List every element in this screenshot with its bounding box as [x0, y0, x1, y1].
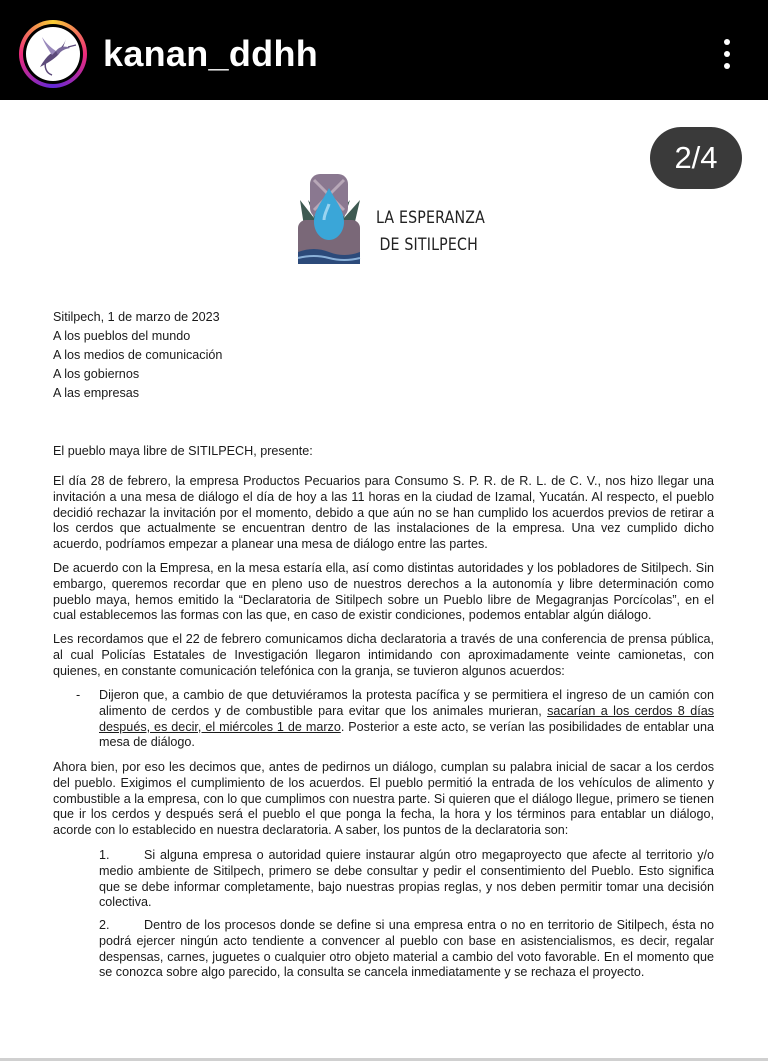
addressee-line: A los gobiernos [53, 367, 140, 381]
vertical-dots-icon[interactable] [718, 36, 736, 72]
hummingbird-icon [26, 27, 80, 81]
underlined-text: sacarían a los cerdos 8 días después, es decir, el miércoles 1 de marzo [99, 703, 714, 734]
logo-line: LA ESPERANZA [376, 208, 486, 227]
esperanza-logo [284, 170, 374, 274]
addressee-line: A las empresas [53, 386, 140, 400]
username[interactable]: kanan_ddhh [103, 33, 319, 74]
greeting: El pueblo maya libre de SITILPECH, presente: [53, 444, 313, 458]
addressees [53, 308, 714, 403]
top-bar [0, 0, 768, 100]
bullet-dash: - [76, 688, 81, 702]
addressee-line: A los pueblos del mundo [53, 329, 191, 343]
numbered-item: 2. Dentro de los procesos donde se define si una empresa entra o no en territorio de Sitilpech, ésta no podrá ejercer ningún acto tendiente a convencer al pueblo con base en asistencialismos, es decir, regalar despensas, carnes, juguetes o cualquier otro objeto material a cambio del voto favorable. En el momento que se conozca sobre algo parecido, la consulta se cancela inmediatamente y se rechaza el proyecto. [99, 918, 714, 980]
paragraph: De acuerdo con la Empresa, en la mesa estaría ella, así como distintas autoridades y los pobladores de Sitilpech. Sin embargo, queremos recordar que en pleno uso de nuestros derechos a la autonomía y libre determinación como pueblo maya, hemos emitido la “Declaratoria de Sitilpech sobre un Pueblo libre de Megagranjas Porcícolas”, en el cual establecemos las formas con las que, en caso de existir condiciones, podemos entablar algún diálogo. [53, 561, 714, 623]
item-number: 2. [99, 918, 110, 932]
page-counter: 2/4 [650, 127, 742, 189]
item-number: 1. [99, 848, 110, 862]
paragraph: Les recordamos que el 22 de febrero comunicamos dicha declaratoria a través de una conferencia de prensa pública, al cual Policías Estatales de Investigación llegaron intimidando con aproximadamente veinte camionetas, con quienes, en constante comunicación telefónica con la granja, se tuvieron algunos acuerdos: [53, 632, 714, 678]
bullet-item: Dijeron que, a cambio de que detuviéramos la protesta pacífica y se permitiera el ingreso de un camión con alimento de cerdos y de combustible para evitar que los animales murieran, sacarían a los cerdos 8 días después, es decir, el miércoles 1 de marzo. Posterior a este acto, se verían las posibilidades de entablar una mesa de diálogo. [99, 688, 714, 750]
addressee-line: A los medios de comunicación [53, 348, 223, 362]
date-line: Sitilpech, 1 de marzo de 2023 [53, 310, 220, 324]
paragraph: El día 28 de febrero, la empresa Productos Pecuarios para Consumo S. P. R. de R. L. de C. V., nos hizo llegar una invitación a una mesa de diálogo el día de hoy a las 11 horas en la ciudad de Izamal, Yucatán. Al respecto, el pueblo decidió rechazar la invitación por el momento, debido a que aún no se han cumplido los acuerdos previos de retirar a los cerdos que actualmente se encuentran dentro de las instalaciones de la empresa. Una vez cumplido dicho acuerdo, podríamos empezar a planear una mesa de diálogo entre las partes. [53, 474, 714, 552]
logo-line: DE SITILPECH [379, 235, 478, 254]
numbered-item: 1. Si alguna empresa o autoridad quiere instaurar algún otro megaproyecto que afecte al territorio y/o medio ambiente de Sitilpech, primero se debe consultar y pedir el consentimiento del Pueblo. Esto significa que se debe informar completamente, bajo nuestras propias reglas, y nos deben permitir tomar una decisión colectiva. [99, 848, 714, 910]
avatar[interactable] [19, 20, 87, 88]
logo-text [376, 204, 485, 258]
paragraph: Ahora bien, por eso les decimos que, antes de pedirnos un diálogo, cumplan su palabra inicial de sacar a los cerdos del pueblo. Exigimos el cumplimiento de los acuerdos. El pueblo permitió la entrada de los vehículos de alimento y combustible a la empresa, con lo que cumplimos con nuestra parte. Si quieren que el diálogo llegue, primero se tienen que ir los cerdos y después será el pueblo el que ponga la fecha, la hora y los términos para entablar un diálogo, acorde con lo establecido en nuestra declaratoria. A saber, los puntos de la declaratoria son: [53, 760, 714, 838]
